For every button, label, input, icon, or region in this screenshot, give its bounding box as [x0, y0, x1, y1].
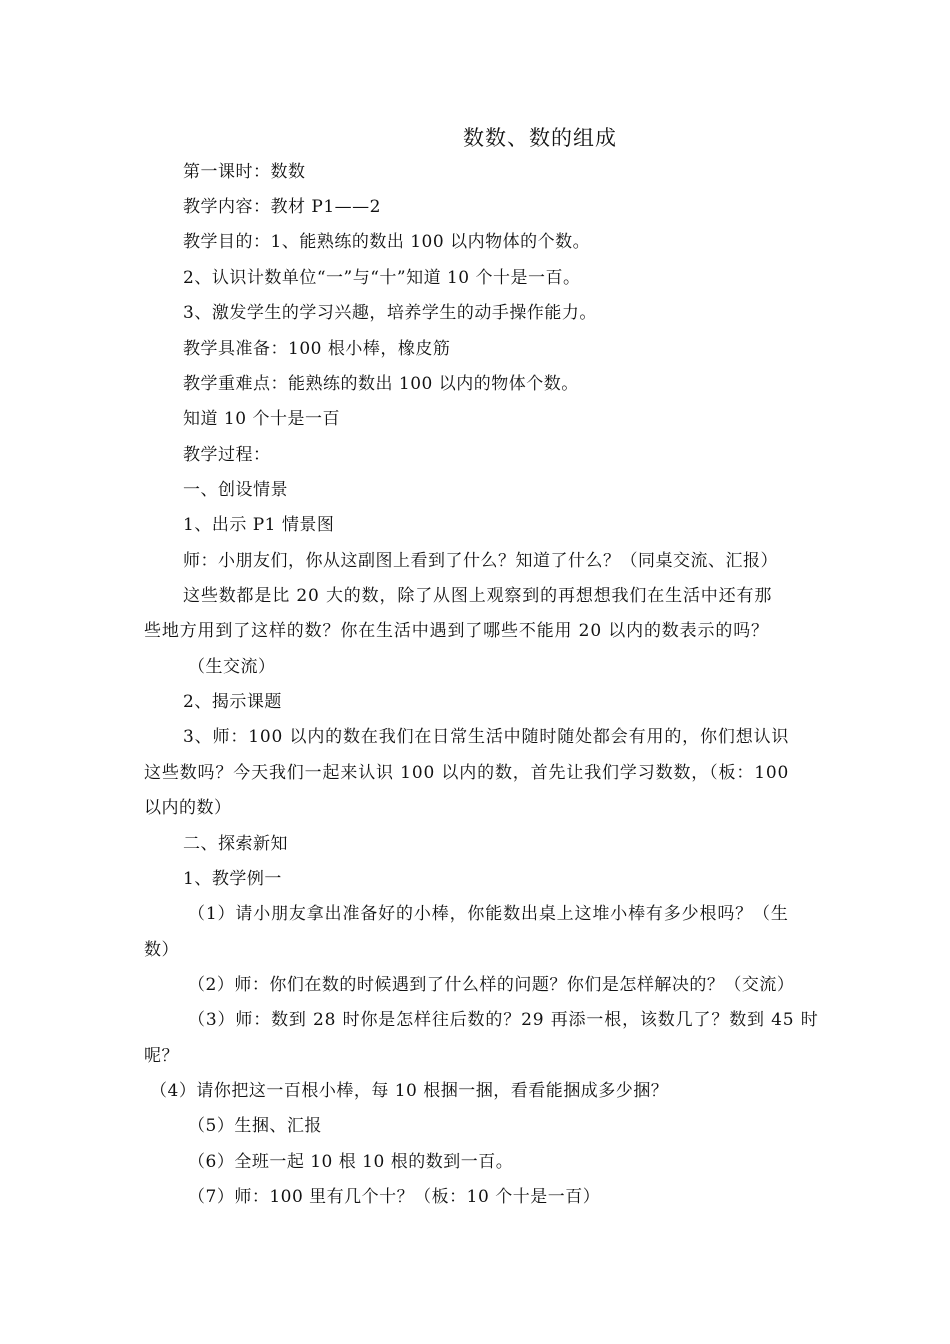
step-reveal-topic: 2、揭示课题: [183, 692, 282, 712]
step-1-cont: 数）: [144, 940, 179, 960]
teaching-goal-3: 3、激发学生的学习兴趣，培养学生的动手操作能力。: [183, 303, 597, 323]
key-difficulty: 教学重难点：能熟练的数出 100 以内的物体个数。: [183, 374, 579, 394]
section-heading-1: 一、创设情景: [183, 480, 288, 500]
step-show-scene: 1、出示 P1 情景图: [183, 515, 335, 535]
paragraph-line: 些地方用到了这样的数？你在生活中遇到了哪些不能用 20 以内的数表示的吗？: [144, 621, 769, 641]
step-4: （4）请你把这一百根小棒，每 10 根捆一捆，看看能捆成多少捆？: [150, 1081, 669, 1101]
step-6: （6）全班一起 10 根 10 根的数到一百。: [188, 1152, 514, 1172]
lesson-period: 第一课时：数数: [183, 162, 306, 182]
step-1: （1）请小朋友拿出准备好的小棒，你能数出桌上这堆小棒有多少根吗？（生: [188, 904, 789, 924]
paragraph-line: 以内的数）: [144, 798, 232, 818]
key-difficulty-cont: 知道 10 个十是一百: [183, 409, 340, 429]
student-exchange: （生交流）: [188, 657, 276, 677]
teaching-goal-1: 教学目的：1、能熟练的数出 100 以内物体的个数。: [183, 232, 591, 252]
step-7: （7）师：100 里有几个十？（板：10 个十是一百）: [188, 1187, 601, 1207]
step-5: （5）生捆、汇报: [188, 1116, 322, 1136]
teaching-content: 教学内容：教材 P1——2: [183, 197, 381, 217]
paragraph-line: 这些数都是比 20 大的数，除了从图上观察到的再想想我们在生活中还有那: [183, 586, 773, 606]
document-title: 数数、数的组成: [463, 126, 617, 150]
section-heading-2: 二、探索新知: [183, 834, 288, 854]
teacher-question: 师：小朋友们，你从这副图上看到了什么？知道了什么？（同桌交流、汇报）: [183, 551, 778, 571]
teaching-materials: 教学具准备：100 根小棒，橡皮筋: [183, 339, 451, 359]
teaching-goal-2: 2、认识计数单位“一”与“十”知道 10 个十是一百。: [183, 268, 581, 288]
step-3: （3）师：数到 28 时你是怎样往后数的？29 再添一根，该数几了？数到 45 时: [188, 1010, 819, 1030]
paragraph-line: 这些数吗？今天我们一起来认识 100 以内的数，首先让我们学习数数，（板：100: [144, 763, 790, 783]
paragraph-line: 3、师：100 以内的数在我们在日常生活中随时随处都会有用的，你们想认识: [183, 727, 790, 747]
teaching-process-heading: 教学过程：: [183, 445, 271, 465]
step-2: （2）师：你们在数的时候遇到了什么样的问题？你们是怎样解决的？（交流）: [188, 975, 795, 995]
example-heading: 1、教学例一: [183, 869, 282, 889]
step-3-cont: 呢？: [144, 1046, 179, 1066]
